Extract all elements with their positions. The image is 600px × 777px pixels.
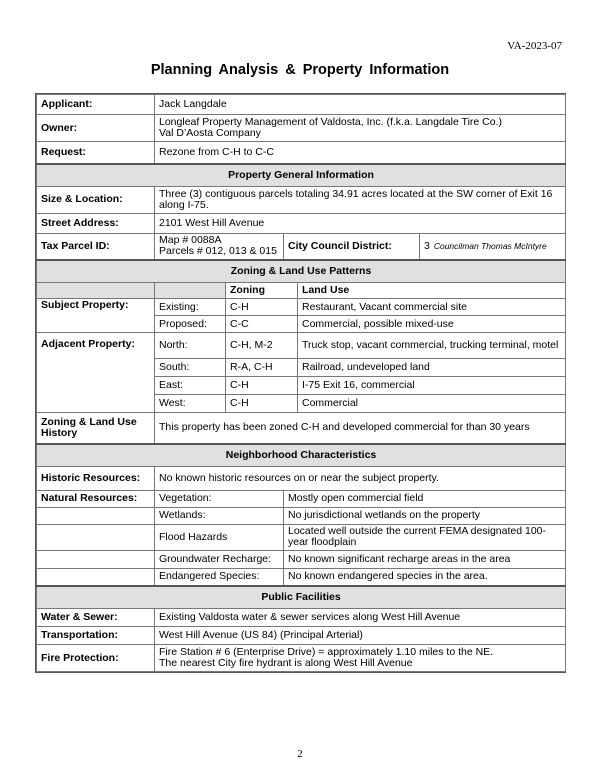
- zoning-value: C-H, M-2: [226, 333, 298, 359]
- page-title: Planning Analysis & Property Information: [150, 62, 450, 78]
- water-sewer-row: [37, 609, 566, 627]
- historic-resources-value: No known historic resources on or near the subject property.: [155, 466, 566, 490]
- fire-protection-row: [37, 645, 566, 672]
- historic-resources-row: [37, 466, 566, 490]
- council-district-value: [420, 233, 566, 260]
- applicant-value: Jack Langdale: [155, 95, 566, 115]
- adjacent-property-label: Adjacent Property:: [37, 333, 155, 413]
- fire-protection-value: [155, 645, 566, 672]
- property-info-table: [36, 94, 566, 672]
- applicant-label: Applicant:: [37, 95, 155, 115]
- table-row: [37, 524, 566, 550]
- table-row: [37, 507, 566, 524]
- request-value: Rezone from C-H to C-C: [155, 142, 566, 164]
- council-district-label: City Council District:: [284, 233, 420, 260]
- public-facilities-heading: Public Facilities: [37, 586, 566, 609]
- owner-label: Owner:: [37, 115, 155, 142]
- fire-station-line: Fire Station # 6 (Enterprise Drive) = approximately 1.10 miles to the NE.: [159, 646, 494, 658]
- size-location-value: Three (3) contiguous parcels totaling 34.91 acres located at the SW corner of Exit 16 along I-75.: [155, 186, 566, 213]
- zoning-value: C-H: [226, 395, 298, 413]
- zoning-heading: Zoning & Land Use Patterns: [37, 260, 566, 283]
- document-id: VA-2023-07: [507, 40, 562, 52]
- zoning-direction: Existing:: [155, 299, 226, 316]
- street-address-row: [37, 213, 566, 233]
- water-sewer-label: Water & Sewer:: [37, 609, 155, 627]
- neighborhood-heading-row: [37, 444, 566, 467]
- page-number: 2: [297, 748, 303, 760]
- natural-resource-value: No known significant recharge areas in the area: [284, 550, 566, 568]
- owner-row: [37, 115, 566, 142]
- natural-resource-value: No jurisdictional wetlands on the property: [284, 507, 566, 524]
- historic-resources-label: Historic Resources:: [37, 466, 155, 490]
- table-row: [37, 490, 566, 507]
- table-row: [37, 333, 566, 359]
- landuse-column-header: Land Use: [298, 283, 566, 299]
- fire-hydrant-line: The nearest City fire hydrant is along West Hill Avenue: [159, 657, 413, 669]
- tax-parcel-row: [37, 233, 566, 260]
- table-row: [37, 568, 566, 586]
- zoning-direction: South:: [155, 359, 226, 377]
- size-location-row: [37, 186, 566, 213]
- table-row: [37, 299, 566, 316]
- natural-resource-name: Vegetation:: [155, 490, 284, 507]
- landuse-value: Commercial: [298, 395, 566, 413]
- zoning-column-header-row: [37, 283, 566, 299]
- zoning-heading-row: [37, 260, 566, 283]
- zoning-history-label: Zoning & Land Use History: [37, 413, 155, 444]
- tax-map-number: Map # 0088A: [159, 234, 222, 247]
- table-row: [37, 550, 566, 568]
- natural-resource-name: Flood Hazards: [155, 524, 284, 550]
- landuse-value: I-75 Exit 16, commercial: [298, 377, 566, 395]
- water-sewer-value: Existing Valdosta water & sewer services along West Hill Avenue: [155, 609, 566, 627]
- owner-line-1: Longleaf Property Management of Valdosta, Inc. (f.k.a. Langdale Tire Co.): [159, 116, 502, 128]
- natural-resources-label: Natural Resources:: [37, 490, 155, 507]
- subject-property-label: Subject Property:: [37, 299, 155, 333]
- street-address-value: 2101 West Hill Avenue: [155, 213, 566, 233]
- applicant-row: [37, 95, 566, 115]
- natural-resource-name: Endangered Species:: [155, 568, 284, 586]
- natural-resource-value: No known endangered species in the area.: [284, 568, 566, 586]
- landuse-value: Commercial, possible mixed-use: [298, 316, 566, 333]
- landuse-value: Railroad, undeveloped land: [298, 359, 566, 377]
- zoning-direction: West:: [155, 395, 226, 413]
- transportation-value: West Hill Avenue (US 84) (Principal Arterial): [155, 627, 566, 645]
- property-general-heading-row: [37, 164, 566, 187]
- landuse-value: Restaurant, Vacant commercial site: [298, 299, 566, 316]
- size-location-label: Size & Location:: [37, 186, 155, 213]
- owner-value: [155, 115, 566, 142]
- natural-resource-name: Groundwater Recharge:: [155, 550, 284, 568]
- public-facilities-heading-row: [37, 586, 566, 609]
- tax-parcel-label: Tax Parcel ID:: [37, 233, 155, 260]
- zoning-direction: East:: [155, 377, 226, 395]
- owner-line-2: Val D’Aosta Company: [159, 127, 261, 139]
- zoning-value: C-H: [226, 377, 298, 395]
- zoning-value: C-H: [226, 299, 298, 316]
- councilman-name: Councilman Thomas McIntyre: [433, 240, 547, 251]
- landuse-value: Truck stop, vacant commercial, trucking terminal, motel: [298, 333, 566, 359]
- tax-parcel-value: [155, 233, 284, 260]
- tax-parcel-numbers: Parcels # 012, 013 & 015: [159, 245, 277, 258]
- transportation-row: [37, 627, 566, 645]
- street-address-label: Street Address:: [37, 213, 155, 233]
- zoning-column-header: Zoning: [226, 283, 298, 299]
- zoning-history-value: This property has been zoned C-H and developed commercial for than 30 years: [155, 413, 566, 444]
- natural-resource-name: Wetlands:: [155, 507, 284, 524]
- transportation-label: Transportation:: [37, 627, 155, 645]
- zoning-direction: North:: [155, 333, 226, 359]
- natural-resource-value: Located well outside the current FEMA designated 100-year floodplain: [284, 524, 566, 550]
- zoning-value: C-C: [226, 316, 298, 333]
- council-district-number: 3: [424, 239, 430, 252]
- natural-resource-value: Mostly open commercial field: [284, 490, 566, 507]
- request-row: [37, 142, 566, 164]
- zoning-value: R-A, C-H: [226, 359, 298, 377]
- zoning-direction: Proposed:: [155, 316, 226, 333]
- property-general-heading: Property General Information: [37, 164, 566, 187]
- property-info-table-frame: [35, 93, 566, 673]
- zoning-history-row: [37, 413, 566, 444]
- neighborhood-heading: Neighborhood Characteristics: [37, 444, 566, 467]
- fire-protection-label: Fire Protection:: [37, 645, 155, 672]
- request-label: Request:: [37, 142, 155, 164]
